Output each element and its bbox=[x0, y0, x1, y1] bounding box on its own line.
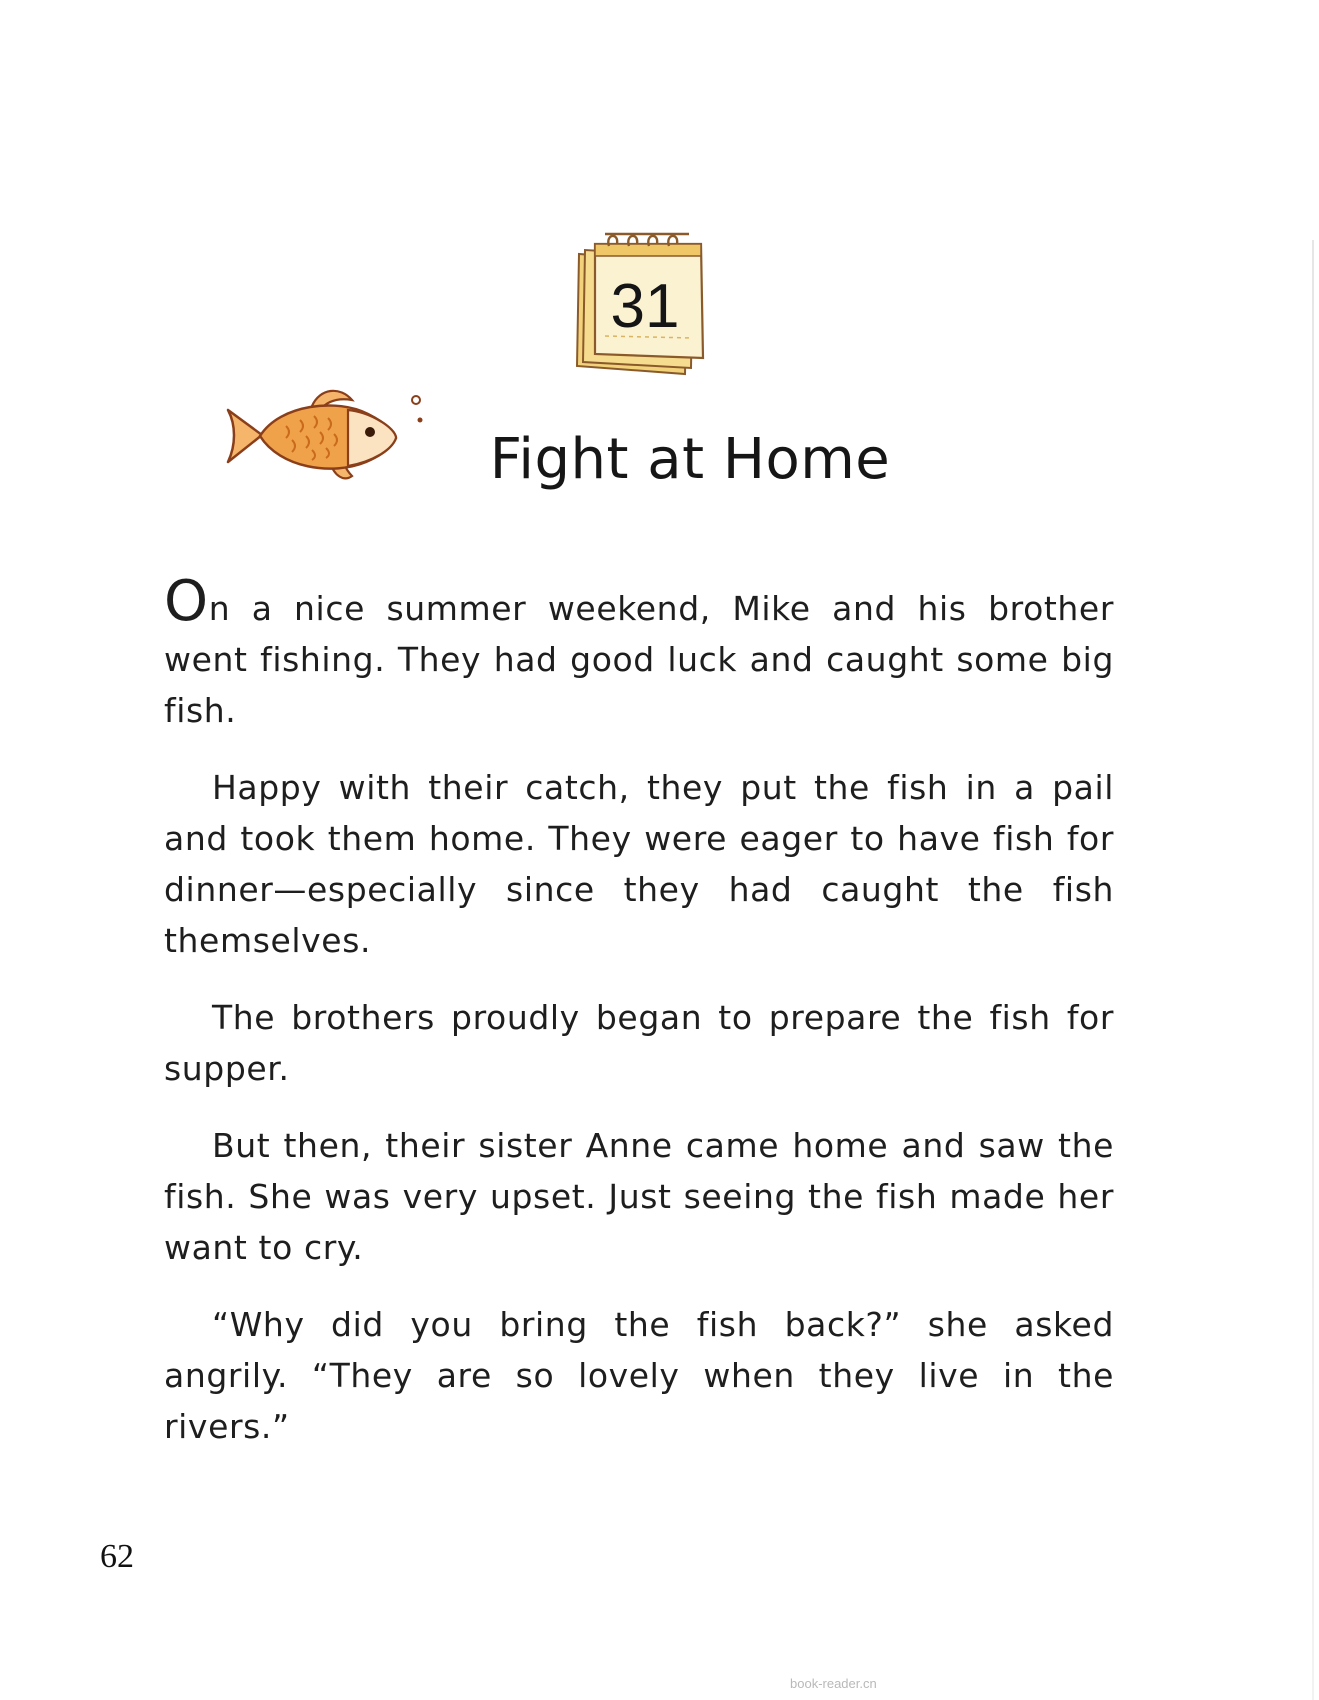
chapter-number: 31 bbox=[610, 272, 680, 341]
page-edge-divider bbox=[1312, 240, 1314, 1700]
fish-icon bbox=[220, 380, 430, 490]
paragraph: The brothers proudly began to prepare the fish for supper. bbox=[164, 998, 1114, 1088]
paragraph-text: n a nice summer weekend, Mike and his brother went fishing. They had good luck and caught some big fish. bbox=[164, 589, 1114, 730]
story-text bbox=[164, 569, 1114, 1478]
drop-cap: O bbox=[164, 569, 209, 634]
watermark: book-reader.cn bbox=[790, 1676, 877, 1691]
paragraph: Happy with their catch, they put the fish in a pail and took them home. They were eager to have fish for dinner—especially since they had caught the fish themselves. bbox=[164, 768, 1114, 960]
paragraph: “Why did you bring the fish back?” she asked angrily. “They are so lovely when they live in the rivers.” bbox=[164, 1305, 1114, 1446]
page-number: 62 bbox=[100, 1538, 134, 1575]
paragraph: But then, their sister Anne came home and saw the fish. She was very upset. Just seeing the fish made her want to cry. bbox=[164, 1126, 1114, 1267]
paragraph bbox=[164, 569, 1114, 736]
chapter-title: Fight at Home bbox=[489, 427, 891, 492]
